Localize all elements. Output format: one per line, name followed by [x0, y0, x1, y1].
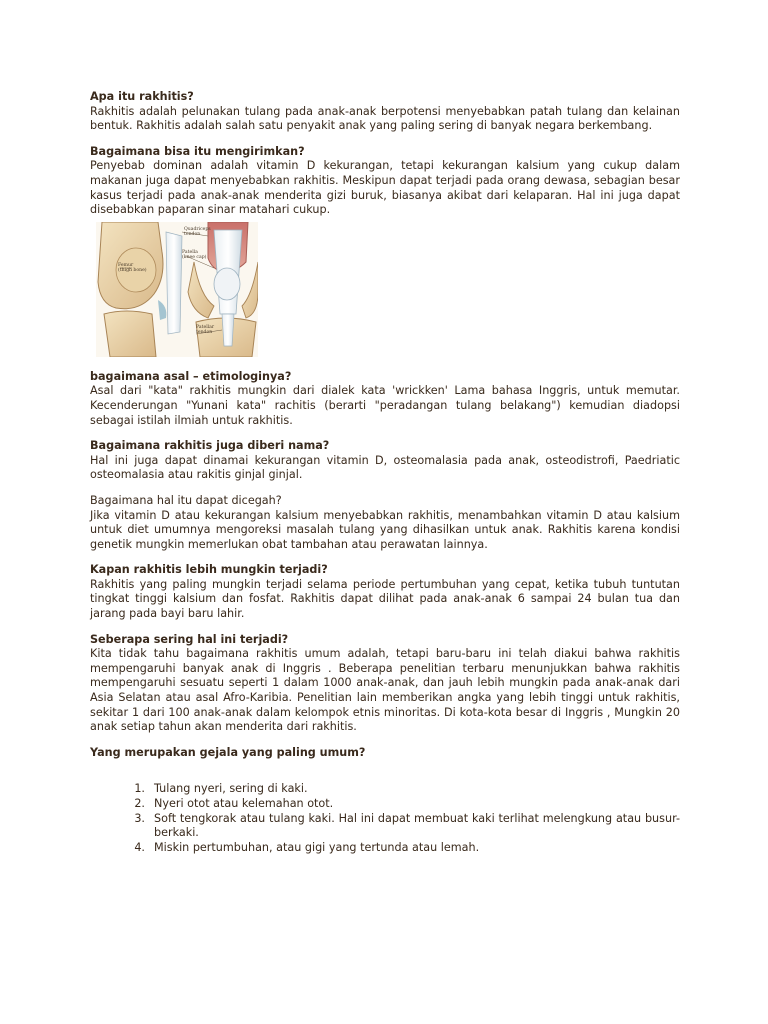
section-heading: bagaimana asal – etimologinya?	[90, 369, 292, 383]
figure-label-thigh-bone: (thigh bone)	[118, 267, 147, 273]
list-text: Miskin pertumbuhan, atau gigi yang tertunda atau lemah.	[154, 840, 480, 854]
knee-anatomy-illustration	[96, 222, 258, 357]
symptom-list	[90, 782, 680, 855]
section-prevention	[90, 494, 680, 552]
section-heading: Bagaimana bisa itu mengirimkan?	[90, 144, 305, 158]
figure-label-patellar-tendon: tendon	[196, 329, 213, 335]
list-number: 4.	[134, 840, 145, 854]
section-body: Kita tidak tahu bagaimana rakhitis umum adalah, tetapi baru-baru ini telah diakui bahwa rakhitis mempengaruhi banyak anak di Inggris . Beberapa penelitian terbaru menunjukkan bahwa rakhitis mempengaruhi sesuatu seperti 1 dalam 1000 anak-anak, dan jauh lebih mungkin pada anak-anak dari Asia Selatan atau asal Afro-Karibia. Penelitian lain memberikan angka yang lebih tinggi untuk rakhitis, sekitar 1 dari 100 anak-anak dalam kelompok etnis minoritas. Di kota-kota besar di Inggris , Mungkin 20 anak setiap tahun akan menderita dari rakhitis.	[90, 647, 680, 734]
figure-label-patella: Patella	[182, 249, 198, 255]
figure-label-quadriceps: Quadriceps	[184, 226, 211, 232]
list-text: Soft tengkorak atau tulang kaki. Hal ini dapat membuat kaki terlihat melengkung atau busur-berkaki.	[154, 811, 680, 840]
list-number: 1.	[134, 782, 145, 796]
section-body: Hal ini juga dapat dinamai kekurangan vitamin D, osteomalasia pada anak, osteodistrofi, Paedriatic osteomalasia atau rakitis ginjal ginjal.	[90, 453, 680, 482]
figure-label-patellar: Patellar	[196, 324, 215, 330]
section-heading: Bagaimana hal itu dapat dicegah?	[90, 493, 282, 507]
section-body: Rakhitis yang paling mungkin terjadi selama periode pertumbuhan yang cepat, ketika tubuh tuntutan tingkat tinggi kalsium dan fosfat. Rakhitis dapat dilihat pada anak-anak 6 sampai 24 bulan tua dan jarang pada bayi baru lahir.	[90, 577, 680, 621]
document-page	[90, 90, 680, 866]
list-item	[90, 797, 680, 812]
figure-label-femur: Femur	[118, 262, 134, 268]
list-text: Nyeri otot atau kelemahan otot.	[154, 797, 334, 810]
list-number: 3.	[134, 811, 145, 825]
list-item	[90, 841, 680, 856]
figure-label-knee-cap: (knee cap)	[182, 254, 207, 260]
section-frequency	[90, 633, 680, 735]
list-number: 2.	[134, 797, 145, 810]
section-body: Asal dari "kata" rakhitis mungkin dari dialek kata 'wrickken' Lama bahasa Inggris, untuk memutar. Kecenderungan "Yunani kata" rachitis (berarti "peradangan tulang belakang") kemudian diadopsi sebagai istilah ilmiah untuk rakhitis.	[90, 384, 680, 427]
section-etymology	[90, 370, 680, 428]
section-heading: Kapan rakhitis lebih mungkin terjadi?	[90, 563, 328, 577]
section-when-occurs	[90, 563, 680, 621]
section-other-names	[90, 439, 680, 483]
section-body: Penyebab dominan adalah vitamin D kekurangan, tetapi kekurangan kalsium yang cukup dalam makanan juga dapat menyebabkan rakhitis. Meskipun dapat terjadi pada orang dewasa, sebagian besar kasus terjadi pada anak-anak menderita gizi buruk, biasanya akibat dari kelaparan. Hal ini juga dapat disebabkan paparan sinar matahari cukup.	[90, 159, 680, 217]
section-body: Rakhitis adalah pelunakan tulang pada anak-anak berpotensi menyebabkan patah tulang dan kelainan bentuk. Rakhitis adalah salah satu penyakit anak yang paling sering di banyak negara berkembang.	[90, 104, 680, 133]
list-text: Tulang nyeri, sering di kaki.	[154, 782, 308, 796]
figure-label-tendon: tendon	[184, 231, 201, 237]
section-heading: Apa itu rakhitis?	[90, 90, 194, 103]
section-heading: Seberapa sering hal ini terjadi?	[90, 632, 289, 646]
section-what-is-rickets	[90, 90, 680, 134]
section-symptoms	[90, 746, 680, 856]
list-item	[90, 782, 680, 797]
list-item	[90, 812, 680, 841]
section-heading: Yang merupakan gejala yang paling umum?	[90, 745, 366, 759]
section-body: Jika vitamin D atau kekurangan kalsium menyebabkan rakhitis, menambahkan vitamin D atau kalsium untuk diet umumnya mengoreksi masalah tulang yang dihasilkan untuk anak. Rakhitis karena kondisi genetik mungkin memerlukan obat tambahan atau perawatan lainnya.	[90, 508, 680, 551]
section-cause	[90, 145, 680, 218]
section-heading: Bagaimana rakhitis juga diberi nama?	[90, 439, 330, 453]
